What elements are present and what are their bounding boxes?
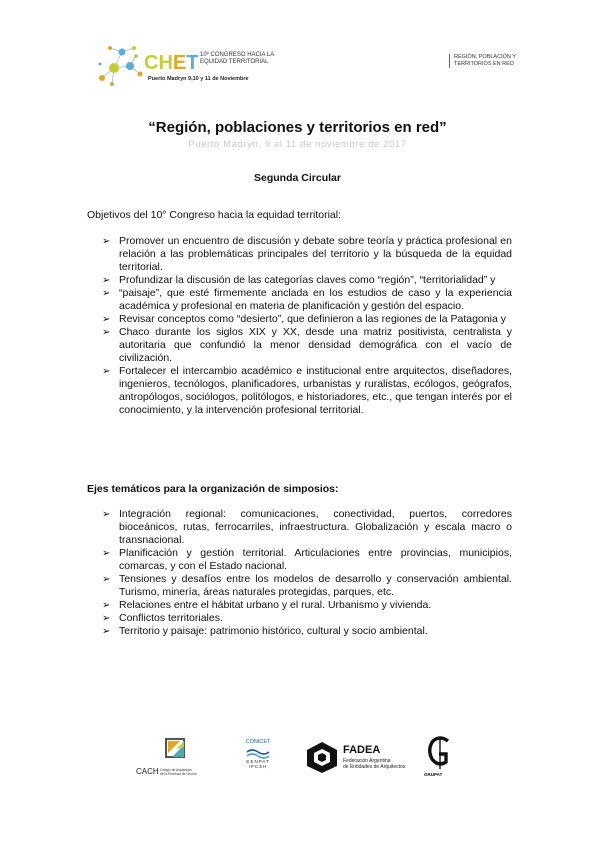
logo-place: Puerto Madryn 9,10 y 11 de Noviembre <box>148 76 249 82</box>
list-item: ➢ Tensiones y desafíos entre los modelos de desarrollo y conservación ambiental. Turismo, minería, áreas naturales protegidas, parques, etc. <box>102 573 512 598</box>
list-item: ➢ Revisar conceptos como “desierto”, que definieron a las regiones de la Patagonia y <box>102 313 506 325</box>
arrow-bullet-icon: ➢ <box>102 314 111 325</box>
grupat-emblem-icon <box>426 735 454 771</box>
cach-subtitle: Colegio de Arquitectos de la Provincia de Chubut <box>160 768 197 776</box>
objectives-intro: Objetivos del 10° Congreso hacia la equidad territorial: <box>87 209 342 221</box>
list-item: ➢ Profundizar la discusión de las categorías claves como “región”, “territorialidad” y <box>102 274 496 286</box>
header-tagline-line-2: TERRITORIOS EN RED <box>454 61 514 67</box>
fadea-logo <box>305 740 425 780</box>
list-item: ➢ Integración regional: comunicaciones, conectividad, puertos, corredores bioceánicos, rutas, ferrocarriles, infraestructura. Globalización y escala macro o transnacional. <box>102 508 512 546</box>
circular-heading: Segunda Circular <box>254 172 341 184</box>
logo-wordmark: CHET <box>144 52 199 74</box>
arrow-bullet-icon: ➢ <box>102 236 111 247</box>
congress-logo <box>92 38 282 94</box>
logo-line-2: EQUIDAD TERRITORIAL <box>200 59 269 65</box>
fadea-name: FADEA <box>343 744 381 756</box>
list-item: ➢ Chaco durante los siglos XIX y XX, desde una matriz positivista, centralista y autoritaria que confundió la menor densidad demográfica con el vacío de civilización. <box>102 326 512 364</box>
wave-icon <box>246 748 270 760</box>
conicet-name: CONICET <box>245 739 271 745</box>
fadea-subtitle: Federación Argentina de Entidades de Arquitectos <box>343 758 406 770</box>
cach-emblem-icon <box>164 737 186 763</box>
themes-heading: Ejes temáticos para la organización de simposios: <box>87 483 339 495</box>
arrow-bullet-icon: ➢ <box>102 327 111 338</box>
arrow-bullet-icon: ➢ <box>102 548 111 559</box>
cenpat-name: CENPAT <box>246 759 270 764</box>
arrow-bullet-icon: ➢ <box>102 288 111 299</box>
arrow-bullet-icon: ➢ <box>102 600 111 611</box>
network-nodes-icon <box>92 38 148 94</box>
list-item: ➢ Planificación y gestión territorial. Articulaciones entre provincias, municipios, comarcas, y con el Estado nacional. <box>102 547 512 572</box>
ipcsh-name: IPCSH <box>248 764 268 769</box>
header-tagline-line-1: REGIÓN, POBLACIÓN Y <box>454 54 516 60</box>
arrow-bullet-icon: ➢ <box>102 574 111 585</box>
grupat-logo <box>424 735 456 781</box>
document-title: “Región, poblaciones y territorios en red” <box>148 119 447 136</box>
arrow-bullet-icon: ➢ <box>102 509 111 520</box>
fadea-emblem-icon <box>305 740 339 774</box>
cach-logo <box>136 737 214 779</box>
cach-name: CACH <box>136 767 159 776</box>
grupat-name: GRUPAT <box>424 772 443 777</box>
list-item: ➢ Territorio y paisaje: patrimonio histórico, cultural y socio ambiental. <box>102 625 428 637</box>
header-tagline <box>449 54 526 68</box>
list-item: ➢ Relaciones entre el hábitat urbano y el rural. Urbanismo y vivienda. <box>102 599 432 611</box>
list-item: ➢ Conflictos territoriales. <box>102 612 223 624</box>
themes-list <box>102 508 512 638</box>
arrow-bullet-icon: ➢ <box>102 275 111 286</box>
list-item: ➢ “paisaje”, que esté firmemente anclada en los estudios de caso y la experiencia académica y profesional en materia de planificación y gestión del espacio. <box>102 287 512 312</box>
arrow-bullet-icon: ➢ <box>102 366 111 377</box>
conicet-logo <box>238 739 278 781</box>
list-item: ➢ Promover un encuentro de discusión y debate sobre teoría y práctica profesional en relación a las problemáticas principales del territorio y la búsqueda de la equidad territorial. <box>102 235 512 273</box>
arrow-bullet-icon: ➢ <box>102 613 111 624</box>
arrow-bullet-icon: ➢ <box>102 626 111 637</box>
sponsor-logos <box>0 735 595 785</box>
list-item: ➢ Fortalecer el intercambio académico e institucional entre arquitectos, diseñadores, ingenieros, tecnólogos, planificadores, urbanistas y ruralistas, ecólogos, geógrafos, antropólogos, sociólogos, politólogos, e historiadores, etc., que tengan interés por el conocimiento, y la intervención profesional territorial. <box>102 365 512 416</box>
logo-line-1: 10º CONGRESO HACIA LA <box>200 52 275 58</box>
document-subtitle: Puerto Madryn, 9 al 11 de noviembre de 2017 <box>188 139 407 150</box>
objectives-list <box>102 235 512 417</box>
